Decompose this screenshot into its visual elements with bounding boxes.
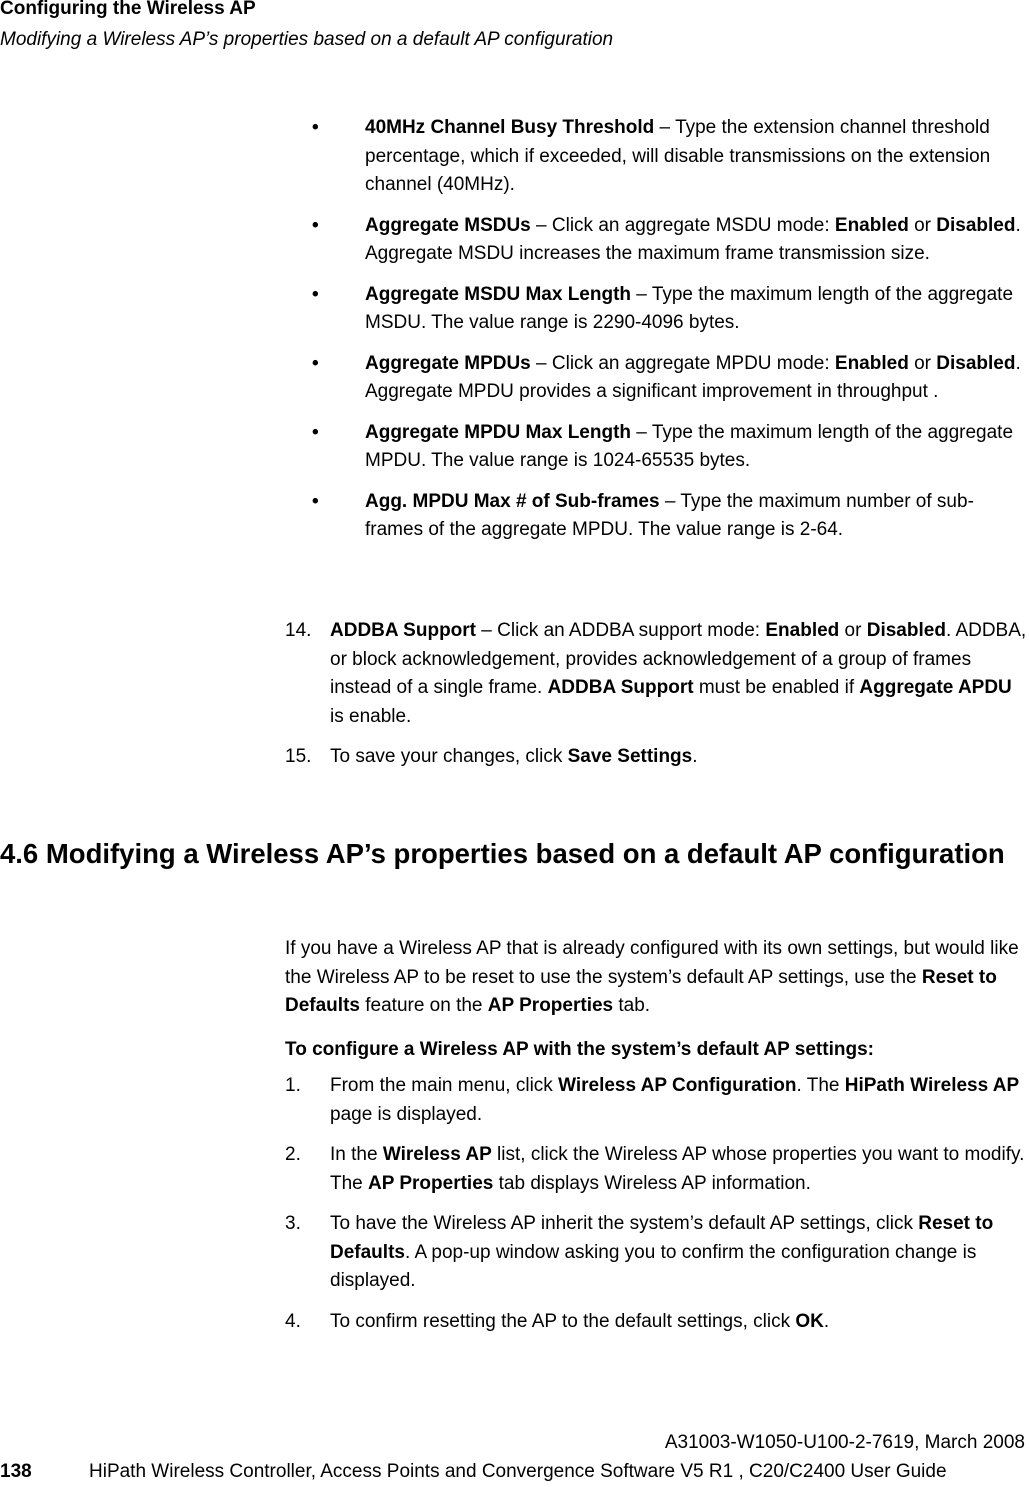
footer-doc-code: A31003-W1050-U100-2-7619, March 2008 xyxy=(664,1432,1025,1453)
bullet-mark: • xyxy=(312,283,319,305)
step-bold: AP Properties xyxy=(368,1172,494,1194)
step-text: tab displays Wireless AP information. xyxy=(493,1172,811,1194)
bullet-mark: • xyxy=(312,421,319,443)
option-description: – Click an aggregate MSDU mode: xyxy=(530,214,835,236)
step-text: must be enabled if xyxy=(693,677,860,698)
option-value: Disabled xyxy=(936,214,1016,236)
bullet-mark: • xyxy=(312,117,319,138)
step-item xyxy=(285,1210,1029,1296)
list-item xyxy=(312,419,1028,476)
list-item xyxy=(312,212,1028,269)
option-description: . Aggregate MSDU increases the maximum frame transmission size. xyxy=(365,214,1021,264)
section-heading: 4.6 Modifying a Wireless AP’s properties based on a default AP configuration xyxy=(0,838,1005,869)
step-text: list, click the Wireless AP whose properties you want to modify. The xyxy=(330,1144,1025,1194)
step-item xyxy=(285,1308,1029,1337)
step-text: . A pop-up window asking you to confirm the configuration change is displayed. xyxy=(330,1241,977,1291)
step-item xyxy=(285,743,1029,772)
option-term: 40MHz Channel Busy Threshold xyxy=(365,117,655,138)
step-number: 3. xyxy=(285,1213,301,1234)
step-item xyxy=(285,1141,1029,1198)
step-item xyxy=(285,1072,1029,1129)
option-bullet-list xyxy=(312,114,1028,557)
option-description: – Type the maximum length of the aggregate MSDU. The value range is 2290-4096 bytes. xyxy=(365,283,1014,333)
procedure-steps xyxy=(285,1072,1029,1348)
option-term: Aggregate MPDUs xyxy=(365,352,531,374)
option-term: Agg. MPDU Max # of Sub-frames xyxy=(365,490,660,512)
bullet-mark: • xyxy=(312,214,319,236)
step-term: ADDBA Support xyxy=(330,620,476,641)
footer-page-number: 138 xyxy=(0,1461,32,1482)
step-text: . xyxy=(823,1310,830,1332)
list-item xyxy=(312,281,1028,338)
step-number: 14. xyxy=(285,620,312,641)
step-bold: Aggregate APDU xyxy=(859,677,1012,698)
footer-guide-title: HiPath Wireless Controller, Access Points and Convergence Software V5 R1 , C20/C2400 User Guide xyxy=(89,1461,947,1482)
list-item xyxy=(312,350,1028,407)
step-number: 15. xyxy=(285,746,312,767)
intro-text: If you have a Wireless AP that is already configured with its own settings, but would like the Wireless AP to be reset to use the system’s default AP settings, use the xyxy=(285,938,1019,988)
option-description: – Type the maximum number of sub-frames of the aggregate MPDU. The value range is 2-64. xyxy=(365,490,974,540)
step-number: 4. xyxy=(285,1310,301,1332)
step-text: . ADDBA, or block acknowledgement, provides acknowledgement of a group of frames instead of a single frame. xyxy=(330,620,1027,698)
intro-bold: Reset to Defaults xyxy=(285,966,997,1016)
step-bold: Wireless AP xyxy=(382,1144,492,1165)
step-text: or xyxy=(839,620,867,641)
option-value: Enabled xyxy=(834,214,909,236)
step-number: 1. xyxy=(285,1075,301,1096)
step-bold: OK xyxy=(795,1310,824,1332)
option-description: or xyxy=(908,352,937,374)
step-bold: Disabled xyxy=(866,620,946,641)
step-number: 2. xyxy=(285,1144,301,1165)
option-description: – Click an aggregate MPDU mode: xyxy=(530,352,835,374)
step-text: To have the Wireless AP inherit the system’s default AP settings, click xyxy=(330,1213,919,1234)
step-text: To confirm resetting the AP to the default settings, click xyxy=(330,1310,796,1332)
option-value: Disabled xyxy=(936,352,1016,374)
bullet-mark: • xyxy=(312,352,319,374)
numbered-steps-continued xyxy=(285,617,1029,784)
step-item xyxy=(285,617,1029,731)
intro-paragraph xyxy=(285,935,1029,1021)
step-text: page is displayed. xyxy=(330,1103,483,1125)
procedure-title: To configure a Wireless AP with the system’s default AP settings: xyxy=(285,1039,874,1060)
running-header-title: Configuring the Wireless AP xyxy=(0,0,256,19)
step-bold: ADDBA Support xyxy=(547,677,694,698)
option-description: . Aggregate MPDU provides a significant improvement in throughput . xyxy=(365,352,1021,402)
intro-text: feature on the xyxy=(359,995,488,1016)
list-item xyxy=(312,488,1028,545)
step-bold: Save Settings xyxy=(567,746,693,767)
option-value: Enabled xyxy=(834,352,909,374)
option-term: Aggregate MSDU Max Length xyxy=(365,283,632,305)
step-bold: Reset to Defaults xyxy=(330,1213,994,1263)
intro-bold: AP Properties xyxy=(487,995,614,1016)
step-text: To save your changes, click xyxy=(330,746,568,767)
intro-text: tab. xyxy=(613,995,651,1016)
step-text: . xyxy=(692,746,698,767)
option-description: – Type the extension channel threshold percentage, which if exceeded, will disable transmissions on the extension channel (40MHz). xyxy=(365,117,991,195)
running-header-subtitle: Modifying a Wireless AP’s properties based on a default AP configuration xyxy=(0,29,614,50)
step-text: In the xyxy=(330,1144,383,1165)
step-text: is enable. xyxy=(330,705,412,727)
step-text: – Click an ADDBA support mode: xyxy=(476,620,766,641)
step-text: From the main menu, click xyxy=(330,1075,559,1096)
option-description: – Type the maximum length of the aggregate MPDU. The value range is 1024-65535 bytes. xyxy=(365,421,1014,471)
step-bold: Wireless AP Configuration xyxy=(558,1075,797,1096)
step-text: . The xyxy=(796,1075,845,1096)
step-bold: HiPath Wireless AP xyxy=(844,1075,1020,1096)
step-bold: Enabled xyxy=(765,620,840,641)
bullet-mark: • xyxy=(312,490,319,512)
option-term: Aggregate MPDU Max Length xyxy=(365,421,632,443)
option-term: Aggregate MSDUs xyxy=(365,214,531,236)
option-description: or xyxy=(908,214,937,236)
list-item xyxy=(312,114,1028,200)
